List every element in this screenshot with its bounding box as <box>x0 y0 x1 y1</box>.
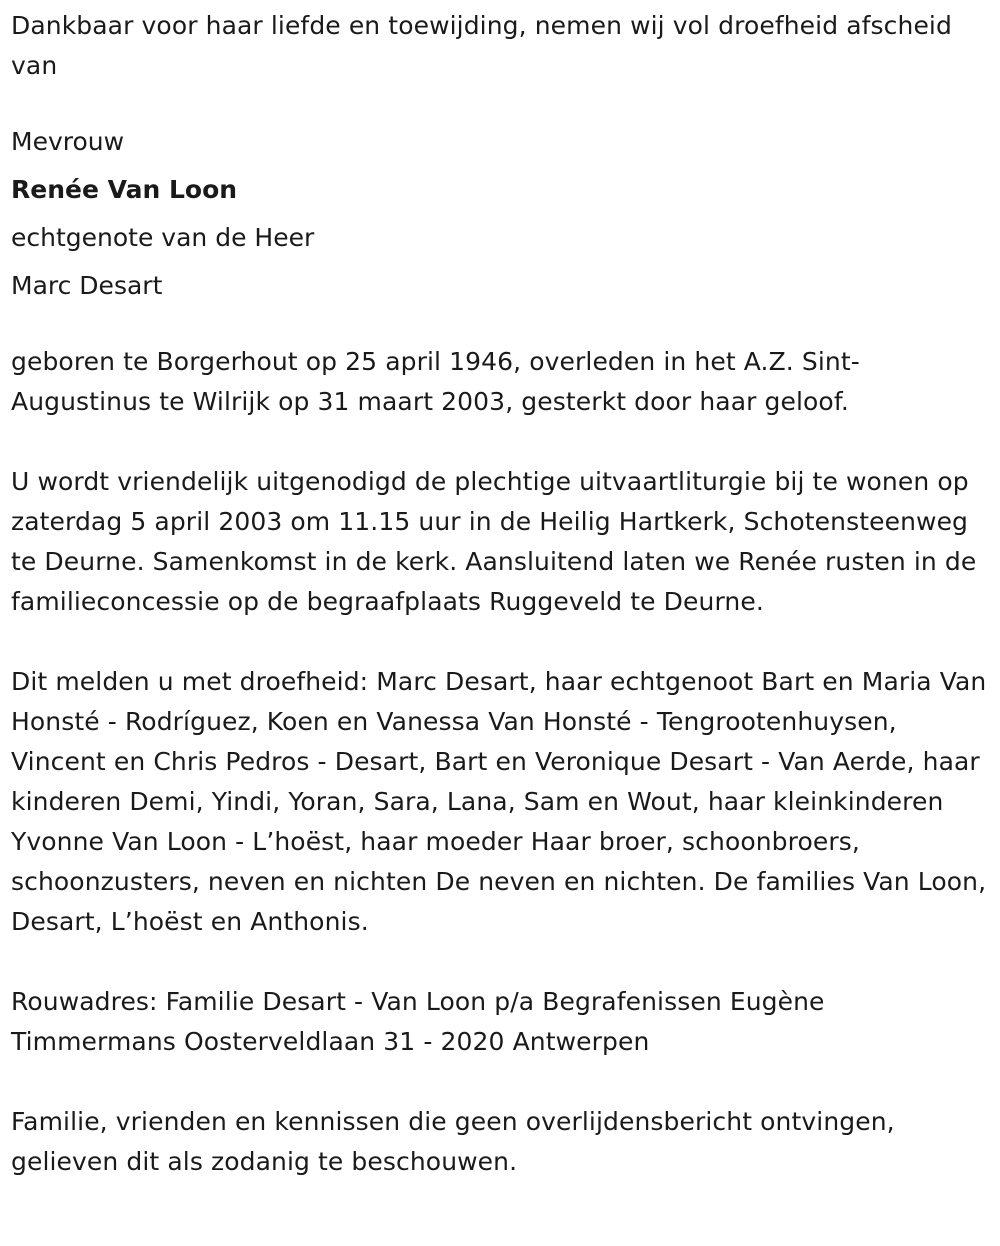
closing-text: Familie, vrienden en kennissen die geen overlijdensbericht ontvingen, gelieven dit als zodanig te beschouwen. <box>11 1107 895 1176</box>
spacer <box>11 422 996 462</box>
spacer <box>11 86 996 118</box>
address-text: Rouwadres: Familie Desart - Van Loon p/a Begrafenissen Eugène Timmermans Oosterveldlaan 31 - 2020 Antwerpen <box>11 987 825 1056</box>
spacer <box>11 310 996 342</box>
family-text: Dit melden u met droefheid: Marc Desart, haar echtgenoot Bart en Maria Van Honsté - Rodríguez, Koen en Vanessa Van Honsté - Tengrootenhuysen, Vincent en Chris Pedros - Desart, Bart en Veronique Desart - Van Aerde, haar kinderen Demi, Yindi, Yoran, Sara, Lana, Sam en Wout, haar kleinkinderen Yvonne Van Loon - L’hoëst, haar moeder Haar broer, schoonbroers, schoonzusters, neven en nichten De neven en nichten. De families Van Loon, Desart, L’hoëst en Anthonis. <box>11 667 987 936</box>
salutation: Mevrouw <box>11 127 125 156</box>
spouse-name: Marc Desart <box>11 271 163 300</box>
deceased-name: Renée Van Loon <box>11 175 238 204</box>
obituary-notice <box>11 6 996 1182</box>
spacer <box>11 1062 996 1102</box>
spacer <box>11 622 996 662</box>
birth-death-text: geboren te Borgerhout op 25 april 1946, overleden in het A.Z. Sint-Augustinus te Wilrijk op 31 maart 2003, gesterkt door haar geloof. <box>11 347 860 416</box>
invitation-text: U wordt vriendelijk uitgenodigd de plechtige uitvaartliturgie bij te wonen op zaterdag 5 april 2003 om 11.15 uur in de Heilig Hartkerk, Schotensteenweg te Deurne. Samenkomst in de kerk. Aansluitend laten we Renée rusten in de familieconcessie op de begraafplaats Ruggeveld te Deurne. <box>11 467 977 616</box>
spouse-line: echtgenote van de Heer <box>11 223 315 252</box>
intro-text: Dankbaar voor haar liefde en toewijding, nemen wij vol droefheid afscheid van <box>11 11 952 80</box>
spacer <box>11 942 996 982</box>
